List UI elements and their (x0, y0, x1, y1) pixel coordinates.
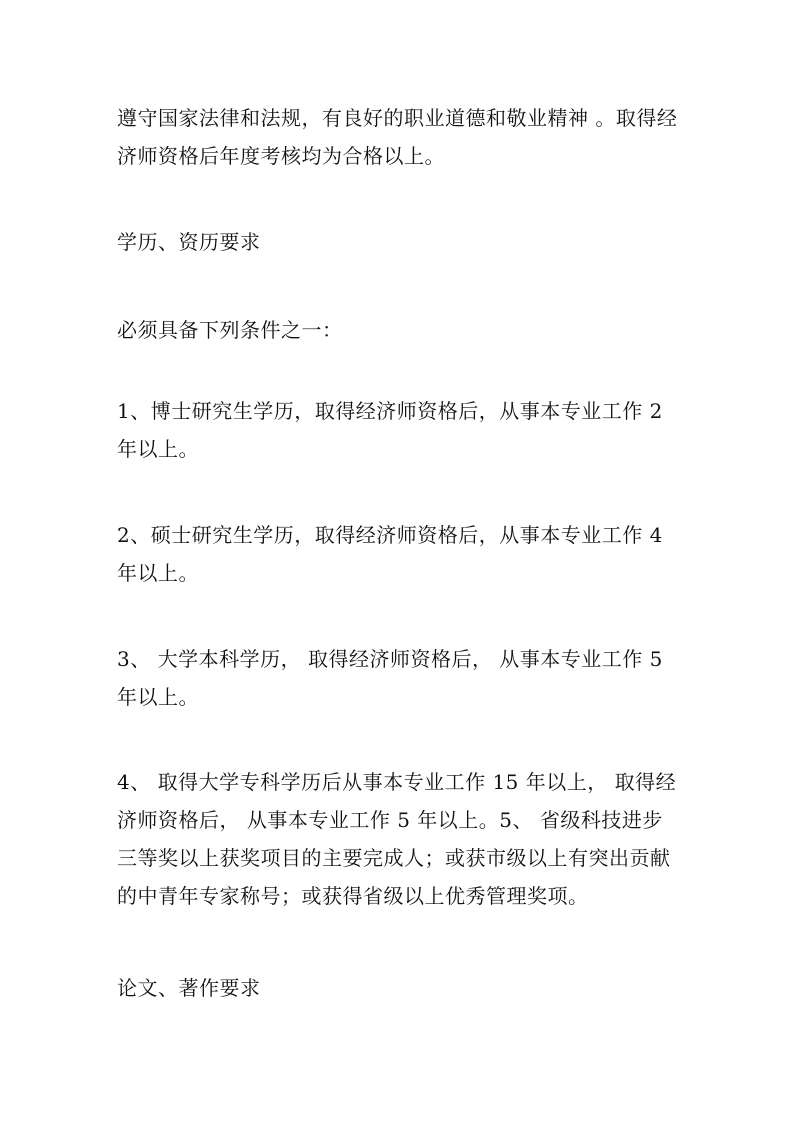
heading-papers-publications: 论文、著作要求 (117, 976, 261, 1000)
heading-education-experience: 学历、资历要求 (117, 230, 261, 254)
list-item-doctorate: 1、博士研究生学历，取得经济师资格后，从事本专业工作 2 年以上。 (117, 399, 663, 461)
list-item-masters: 2、硕士研究生学历，取得经济师资格后，从事本专业工作 4 年以上。 (117, 523, 663, 585)
paragraph-requirement-intro: 必须具备下列条件之一： (117, 318, 343, 342)
list-item-bachelor: 3、 大学本科学历， 取得经济师资格后， 从事本专业工作 5 年以上。 (117, 647, 663, 709)
paragraph-professional-ethics: 遵守国家法律和法规，有良好的职业道德和敬业精神 。取得经济师资格后年度考核均为合格以上。 (117, 106, 678, 168)
list-item-college-and-awards: 4、 取得大学专科学历后从事本专业工作 15 年以上， 取得经济师资格后， 从事本专业工作 5 年以上。5、 省级科技进步三等奖以上获奖项目的主要完成人；或获市级以上有突出贡献的中青年专家称号；或获得省级以上优秀管理奖项。 (117, 770, 677, 908)
